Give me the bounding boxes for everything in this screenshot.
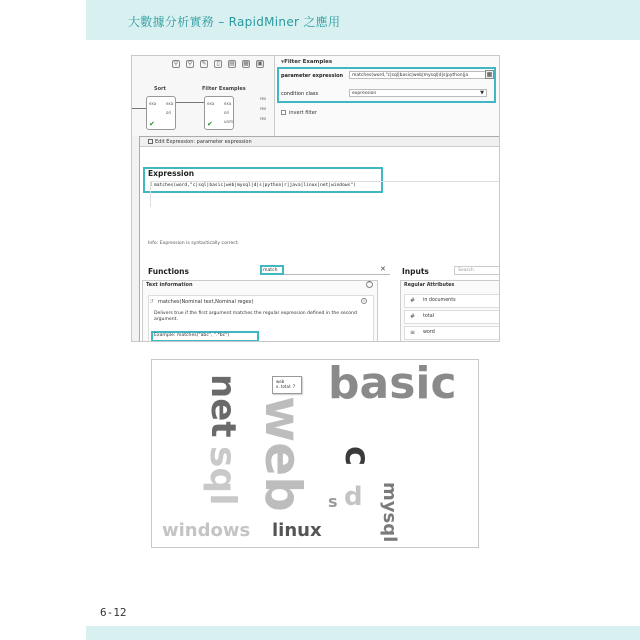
port-label: exa xyxy=(207,101,215,106)
functions-heading: Functions xyxy=(148,267,189,276)
operator-label: Filter Examples xyxy=(202,86,246,92)
invert-filter-checkbox[interactable] xyxy=(281,110,286,115)
parameters-panel-title: ▼ Filter Examples xyxy=(281,59,332,65)
operator-filter-examples[interactable] xyxy=(204,96,234,130)
function-example: Example: matches("abc", ".*bc") xyxy=(154,333,230,338)
dialog-title-bar xyxy=(140,137,500,147)
page-number: 6-12 xyxy=(100,606,127,619)
function-signature: matches(Nominal text,Nominal regex) xyxy=(158,299,254,305)
process-panel xyxy=(132,56,275,136)
param-label: condition class xyxy=(281,91,319,97)
function-search-input[interactable]: match xyxy=(262,267,390,275)
operator-label: Sort xyxy=(154,86,166,92)
cloud-word-web: web xyxy=(254,396,312,512)
port-label: ori xyxy=(166,110,172,115)
input-attribute-name: total xyxy=(423,314,434,319)
connection-wire xyxy=(132,108,146,109)
input-attribute[interactable] xyxy=(404,310,500,324)
word-cloud xyxy=(151,359,479,548)
input-attribute-name: word xyxy=(423,330,435,335)
page-header-title: 大數據分析實務 – RapidMiner 之應用 xyxy=(128,15,341,29)
cloud-word-c: c xyxy=(337,446,377,467)
output-port[interactable]: res xyxy=(260,96,267,101)
window-icon xyxy=(148,139,153,144)
copy-icon[interactable]: ▯ xyxy=(214,60,222,68)
operator-sort[interactable] xyxy=(146,96,176,130)
zoom-icon[interactable]: ⚲ xyxy=(173,60,179,67)
port-label: ori xyxy=(224,110,230,115)
function-category[interactable]: Text information xyxy=(146,282,193,288)
expression-editor-button[interactable]: ▦ xyxy=(486,71,493,78)
input-attribute[interactable] xyxy=(404,326,500,340)
expression-text[interactable]: matches(word,"c|sql|basic|web|mysql|d|s|python|r|java|linux|net|windows") xyxy=(154,183,356,188)
zoom-out-icon[interactable]: ⚲ xyxy=(187,60,193,67)
parameters-panel xyxy=(275,56,500,136)
param-label: parameter expression xyxy=(281,73,344,79)
cloud-word-net: net xyxy=(203,374,243,438)
condition-class-value: expression xyxy=(352,91,377,96)
function-description: Delivers true if the first argument matches the regular expression defined in the second argument. xyxy=(154,311,357,322)
cloud-word-basic: basic xyxy=(328,359,457,409)
cloud-word-s: s xyxy=(328,492,338,511)
fit-icon[interactable]: ▣ xyxy=(257,60,263,67)
footer-band xyxy=(86,626,640,640)
edit-expression-dialog xyxy=(139,136,500,342)
output-port[interactable]: res xyxy=(260,116,267,121)
grid-icon[interactable]: ▦ xyxy=(243,60,249,67)
tooltip-count: x. total: 7 xyxy=(276,384,296,389)
check-icon: ✔ xyxy=(149,120,155,128)
chevron-down-icon: ▼ xyxy=(480,90,484,96)
inputs-search-input[interactable]: Search xyxy=(454,266,500,275)
numeric-icon: # xyxy=(410,297,416,304)
condition-class-select[interactable] xyxy=(349,89,487,97)
input-attribute-name: in documents xyxy=(423,298,456,303)
cloud-word-mysql: mysql xyxy=(379,482,400,543)
info-icon[interactable]: i xyxy=(361,298,367,304)
expression-heading: Expression xyxy=(148,169,195,178)
port-label: exa xyxy=(224,101,232,106)
dialog-title: Edit Expression: parameter expression xyxy=(155,139,252,145)
highlight-box xyxy=(260,265,284,275)
invert-filter-option[interactable] xyxy=(281,110,317,116)
word-tooltip xyxy=(272,376,302,394)
cloud-word-linux: linux xyxy=(272,520,322,541)
numeric-icon: # xyxy=(410,313,416,320)
cloud-word-sql: sql xyxy=(202,446,243,506)
connection-wire xyxy=(176,102,204,103)
input-attribute[interactable] xyxy=(404,294,500,308)
syntax-info: Info: Expression is syntactically correct. xyxy=(148,241,240,246)
port-label: unm xyxy=(224,119,233,124)
inputs-group[interactable]: Regular Attributes xyxy=(404,283,455,288)
cloud-word-d: d xyxy=(344,482,363,512)
output-port[interactable]: res xyxy=(260,106,267,111)
note-icon[interactable]: ✎ xyxy=(201,60,207,67)
tooltip-word: web xyxy=(276,379,285,384)
line-number: 1 xyxy=(150,183,153,188)
cloud-word-windows: windows xyxy=(162,520,251,541)
clear-search-icon[interactable]: ✕ xyxy=(380,265,386,273)
port-label: exa xyxy=(166,101,174,106)
rapidminer-screenshot xyxy=(131,55,500,342)
check-icon: ✔ xyxy=(207,120,213,128)
parameter-expression-field[interactable]: matches(word,"c|sql|basic|web|mysql|d|s|python|ja xyxy=(349,71,487,79)
port-label: exa xyxy=(149,101,157,106)
layout-icon[interactable]: ▤ xyxy=(229,60,235,67)
inputs-heading: Inputs xyxy=(402,267,429,276)
function-icon: ℱ xyxy=(150,299,154,305)
text-icon: ≡ xyxy=(410,329,416,336)
invert-filter-label: invert filter xyxy=(289,110,317,116)
collapse-icon[interactable]: ⌃ xyxy=(367,281,372,287)
